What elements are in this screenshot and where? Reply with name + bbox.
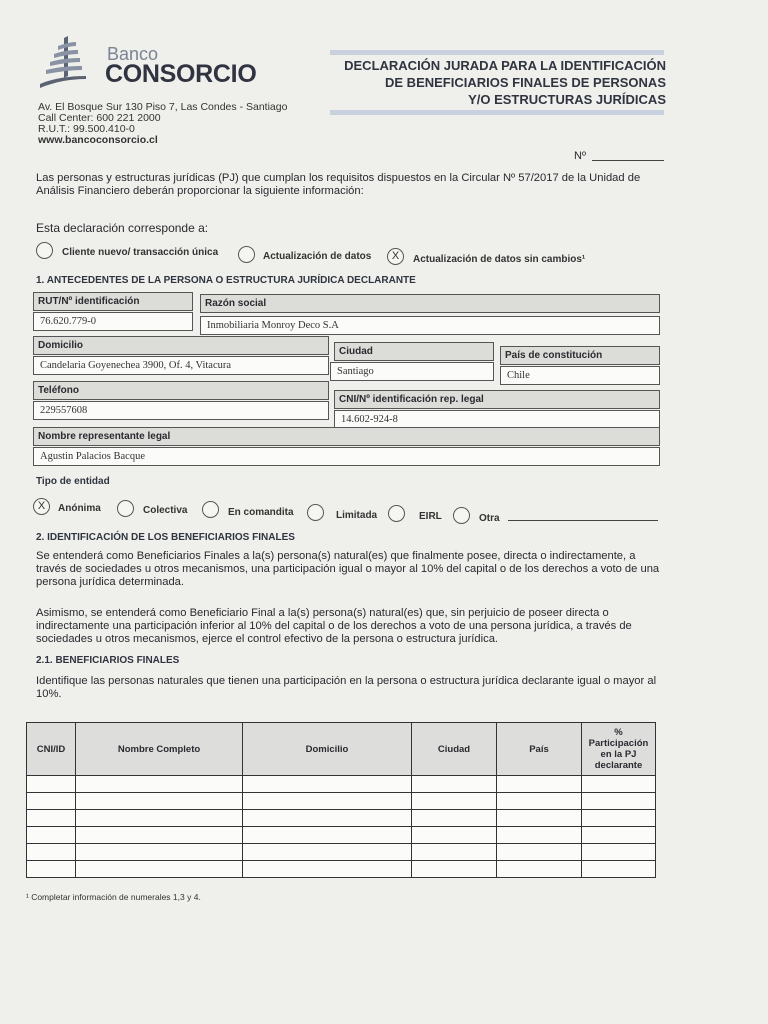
radio-actualizacion-datos[interactable] — [238, 246, 255, 263]
table-cell[interactable] — [76, 776, 243, 793]
table-cell[interactable] — [27, 861, 76, 878]
table-cell[interactable] — [412, 793, 497, 810]
col-header-pais: País — [497, 723, 582, 776]
table-cell[interactable] — [497, 827, 582, 844]
option-eirl: EIRL — [419, 511, 442, 522]
title-line-1: DECLARACIÓN JURADA PARA LA IDENTIFICACIÓN — [344, 58, 666, 73]
table-cell[interactable] — [76, 810, 243, 827]
field-pais[interactable]: Chile — [500, 366, 660, 385]
col-header-ciudad: Ciudad — [412, 723, 497, 776]
option-limitada: Limitada — [336, 510, 378, 521]
label-domicilio: Domicilio — [33, 336, 329, 355]
beneficiarios-table — [26, 722, 656, 878]
field-cni-rep-legal[interactable]: 14.602-924-8 — [334, 410, 660, 429]
col-header-participacion: % Participación en la PJ declarante — [582, 723, 656, 776]
call-center-line: Call Center: 600 221 2000 — [38, 112, 161, 124]
title-rule-bottom — [330, 110, 664, 115]
table-cell[interactable] — [243, 810, 412, 827]
table-cell[interactable] — [243, 861, 412, 878]
col-header-cni: CNI/ID — [27, 723, 76, 776]
number-field[interactable] — [592, 160, 664, 161]
table-cell[interactable] — [582, 776, 656, 793]
table-row — [27, 844, 656, 861]
field-razon-social[interactable]: Inmobiliaria Monroy Deco S.A — [200, 316, 660, 335]
label-representante-legal: Nombre representante legal — [33, 427, 660, 446]
radio-eirl[interactable] — [388, 505, 405, 522]
radio-cliente-nuevo[interactable] — [36, 242, 53, 259]
table-cell[interactable] — [27, 844, 76, 861]
label-telefono: Teléfono — [33, 381, 329, 400]
table-cell[interactable] — [27, 776, 76, 793]
table-row — [27, 793, 656, 810]
table-cell[interactable] — [76, 827, 243, 844]
table-cell[interactable] — [76, 793, 243, 810]
section-1-title: 1. ANTECEDENTES DE LA PERSONA O ESTRUCTURA JURÍDICA DECLARANTE — [36, 275, 416, 286]
radio-anonima[interactable]: X — [33, 498, 50, 515]
table-cell[interactable] — [76, 861, 243, 878]
bank-address-block — [38, 102, 287, 146]
bank-name-large: CONSORCIO — [105, 60, 257, 88]
corresponde-label: Esta declaración corresponde a: — [36, 221, 209, 235]
table-cell[interactable] — [582, 810, 656, 827]
intro-text: Las personas y estructuras jurídicas (PJ) que cumplan los requisitos dispuestos en la Circular Nº 57/2017 de la Unidad de Análisis Financiero deberán proporcionar la siguiente información: — [36, 172, 641, 197]
footnote: ¹ Completar información de numerales 1,3 y 4. — [26, 892, 201, 902]
table-cell[interactable] — [243, 793, 412, 810]
field-domicilio[interactable]: Candelaria Goyenechea 3900, Of. 4, Vitacura — [33, 356, 329, 375]
title-line-2: DE BENEFICIARIOS FINALES DE PERSONAS — [385, 75, 666, 90]
field-ciudad[interactable]: Santiago — [330, 362, 494, 381]
section-2-1-title: 2.1. BENEFICIARIOS FINALES — [36, 655, 180, 666]
table-row — [27, 861, 656, 878]
website-line: www.bancoconsorcio.cl — [38, 134, 158, 146]
radio-actualizacion-sin-cambios[interactable]: X — [387, 248, 404, 265]
table-cell[interactable] — [27, 810, 76, 827]
number-label: Nº — [574, 150, 586, 162]
table-cell[interactable] — [412, 776, 497, 793]
otra-field[interactable] — [508, 520, 658, 521]
table-cell[interactable] — [76, 844, 243, 861]
rut-line: R.U.T.: 99.500.410-0 — [38, 123, 135, 135]
label-cni-rep-legal: CNI/Nº identificación rep. legal — [334, 390, 660, 409]
document-title — [300, 57, 666, 108]
table-cell[interactable] — [582, 861, 656, 878]
field-rut[interactable]: 76.620.779-0 — [33, 312, 193, 331]
section-2-paragraph-1: Se entenderá como Beneficiarios Finales a la(s) persona(s) natural(es) que finalmente posee, directa o indirectamente, a través de sociedades u otros mecanismos, una participación igual o mayor al 10% del capital o de los derechos a voto de una persona jurídica determinada. — [36, 550, 660, 588]
table-cell[interactable] — [497, 793, 582, 810]
table-cell[interactable] — [497, 810, 582, 827]
table-row — [27, 827, 656, 844]
title-line-3: Y/O ESTRUCTURAS JURÍDICAS — [468, 92, 666, 107]
radio-otra[interactable] — [453, 507, 470, 524]
table-cell[interactable] — [582, 793, 656, 810]
option-actualizacion-sin-cambios: Actualización de datos sin cambios¹ — [413, 254, 586, 265]
option-en-comandita: En comandita — [228, 507, 294, 518]
col-header-domicilio: Domicilio — [243, 723, 412, 776]
label-rut: RUT/Nº identificación — [33, 292, 193, 311]
table-cell[interactable] — [497, 861, 582, 878]
label-razon-social: Razón social — [200, 294, 660, 313]
option-otra: Otra — [479, 513, 500, 524]
radio-colectiva[interactable] — [117, 500, 134, 517]
table-cell[interactable] — [412, 810, 497, 827]
bank-logo-icon — [38, 36, 88, 92]
label-ciudad: Ciudad — [334, 342, 494, 361]
table-cell[interactable] — [582, 844, 656, 861]
tipo-entidad-label: Tipo de entidad — [36, 476, 110, 487]
table-cell[interactable] — [412, 844, 497, 861]
radio-limitada[interactable] — [307, 504, 324, 521]
section-2-paragraph-2: Asimismo, se entenderá como Beneficiario Final a la(s) persona(s) natural(es) que, sin perjuicio de poseer directa o indirectamente una participación inferior al 10% del capital o de los derechos a voto de una persona jurídica, a través de sociedades u otros mecanismos, ejerce el control efectivo de la persona o estructura jurídica. — [36, 607, 632, 645]
table-header-row — [27, 723, 656, 776]
label-pais: País de constitución — [500, 346, 660, 365]
title-rule-top — [330, 50, 664, 55]
field-telefono[interactable]: 229557608 — [33, 401, 329, 420]
option-anonima: Anónima — [58, 503, 101, 514]
table-row — [27, 776, 656, 793]
table-row — [27, 810, 656, 827]
table-cell[interactable] — [412, 861, 497, 878]
radio-en-comandita[interactable] — [202, 501, 219, 518]
address-line: Av. El Bosque Sur 130 Piso 7, Las Condes - Santiago — [38, 101, 288, 113]
col-header-nombre: Nombre Completo — [76, 723, 243, 776]
option-actualizacion-datos: Actualización de datos — [263, 251, 372, 262]
table-cell[interactable] — [243, 776, 412, 793]
bank-name-small: Banco — [107, 44, 159, 64]
option-colectiva: Colectiva — [143, 505, 188, 516]
section-2-1-text: Identifique las personas naturales que tienen una participación en la persona o estructura jurídica declarante igual o mayor al 10%. — [36, 675, 657, 700]
section-2-title: 2. IDENTIFICACIÓN DE LOS BENEFICIARIOS FINALES — [36, 532, 295, 543]
table-cell[interactable] — [582, 827, 656, 844]
table-cell[interactable] — [243, 844, 412, 861]
table-cell[interactable] — [497, 844, 582, 861]
table-cell[interactable] — [27, 793, 76, 810]
field-representante-legal[interactable]: Agustin Palacios Bacque — [33, 447, 660, 466]
option-cliente-nuevo: Cliente nuevo/ transacción única — [62, 247, 219, 258]
table-cell[interactable] — [243, 827, 412, 844]
table-cell[interactable] — [412, 827, 497, 844]
table-cell[interactable] — [27, 827, 76, 844]
table-cell[interactable] — [497, 776, 582, 793]
